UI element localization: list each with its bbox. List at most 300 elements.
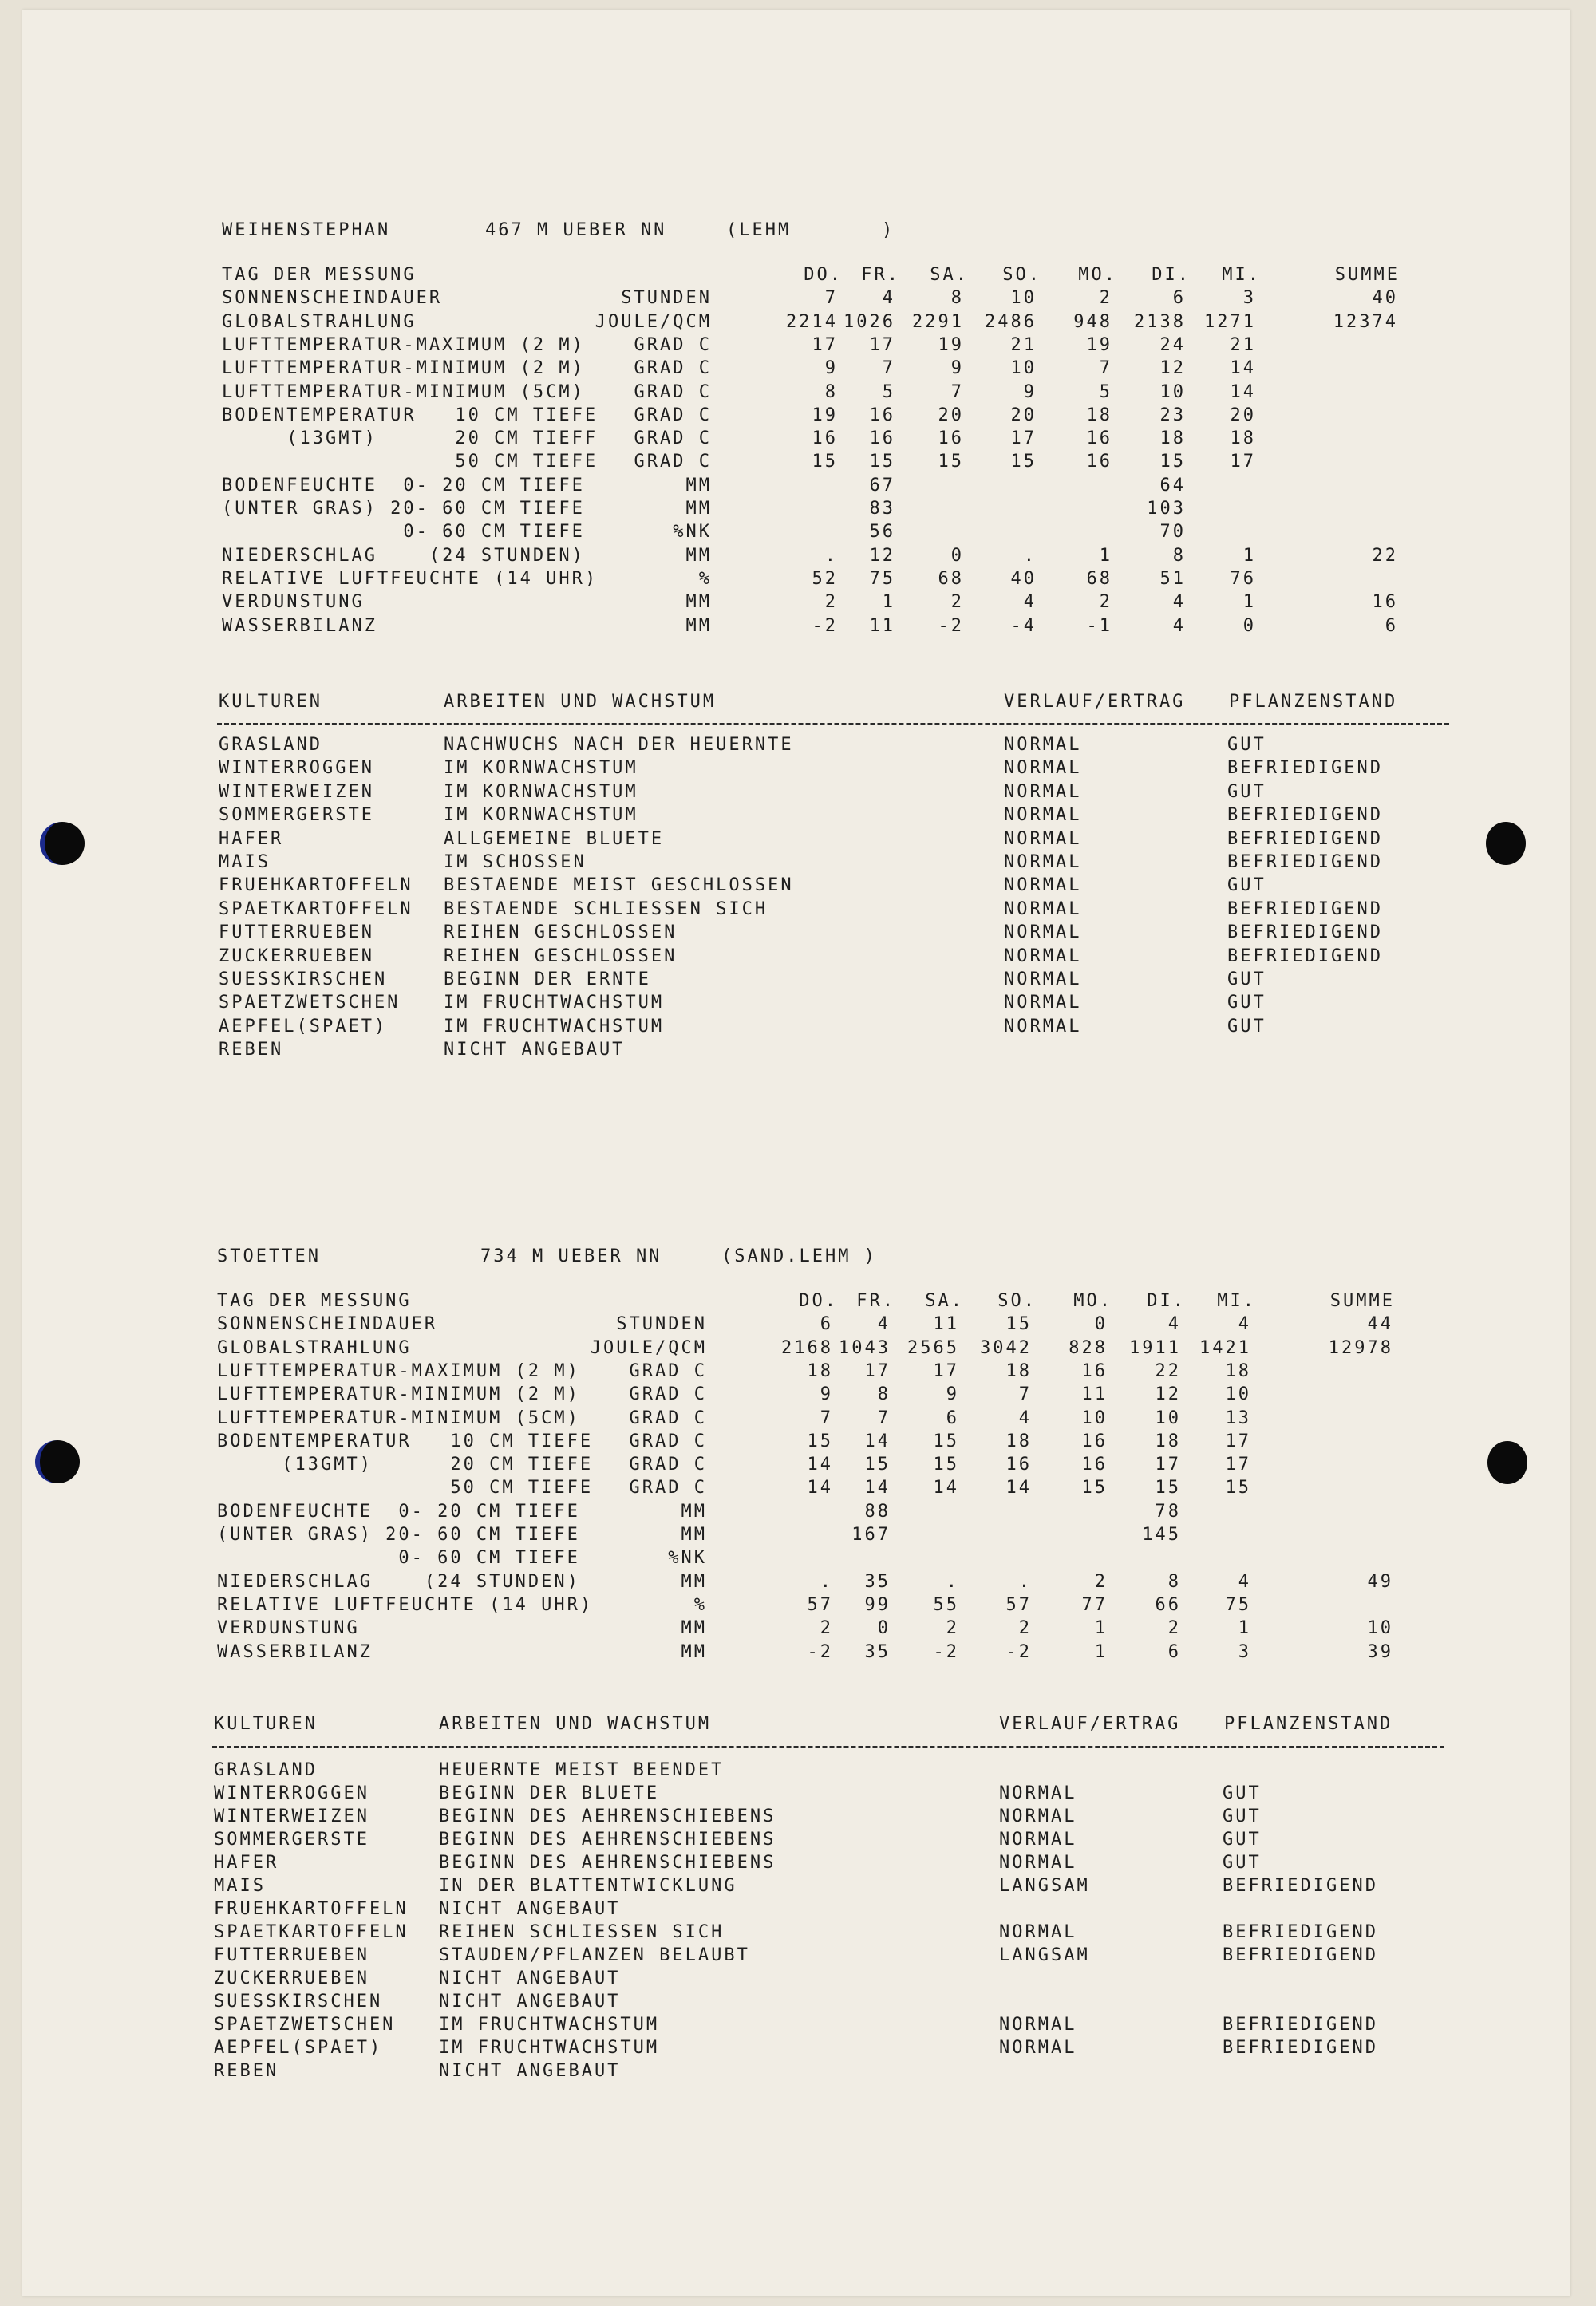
day-header: FR. <box>856 1291 895 1311</box>
crop-work: ALLGEMEINE BLUETE <box>444 828 665 849</box>
row-value: 948 <box>1073 311 1112 332</box>
row-value: 4 <box>882 288 895 309</box>
row-sum: 6 <box>1385 615 1398 636</box>
crop-state: BEFRIEDIGEND <box>1223 1922 1378 1942</box>
row-value: 1043 <box>839 1337 891 1358</box>
crop-work: HEUERNTE MEIST BEENDET <box>439 1760 725 1780</box>
row-value: 17 <box>1010 428 1037 449</box>
day-header: MI. <box>1217 1291 1256 1311</box>
measure-header: TAG DER MESSUNG <box>222 265 417 285</box>
row-value: 3 <box>1242 288 1256 309</box>
row-value: 8 <box>877 1384 891 1405</box>
row-unit: GRAD C <box>634 334 712 355</box>
row-value: 10 <box>1010 358 1037 379</box>
day-header: DI. <box>1152 265 1191 285</box>
row-value: 2 <box>1167 1618 1181 1639</box>
row-label: RELATIVE LUFTFEUCHTE (14 UHR) <box>217 1594 594 1615</box>
crop-work: NICHT ANGEBAUT <box>439 1968 621 1988</box>
row-value: 67 <box>869 475 895 496</box>
row-sum: 49 <box>1367 1571 1393 1592</box>
crops-header-culture: KULTUREN <box>214 1714 318 1734</box>
row-value: 18 <box>1230 428 1256 449</box>
punch-hole-left-lower <box>35 1440 80 1483</box>
row-value: 10 <box>1010 288 1037 309</box>
day-header: MO. <box>1078 265 1117 285</box>
row-value: 15 <box>1081 1478 1108 1499</box>
crops-header-culture: KULTUREN <box>219 692 322 712</box>
row-value: 2138 <box>1134 311 1186 332</box>
row-value: 19 <box>812 405 838 425</box>
crop-work: NICHT ANGEBAUT <box>444 1040 626 1060</box>
row-value: 7 <box>1018 1384 1032 1405</box>
row-value: 35 <box>864 1641 891 1662</box>
row-value: 7 <box>820 1408 833 1428</box>
row-unit: MM <box>685 615 712 636</box>
punch-hole-left-upper <box>40 822 85 865</box>
crop-work: BESTAENDE MEIST GESCHLOSSEN <box>444 875 794 896</box>
crop-name: SOMMERGERSTE <box>219 805 374 826</box>
crop-state: GUT <box>1227 781 1266 802</box>
row-value: 12 <box>1159 358 1186 379</box>
crop-state: BEFRIEDIGEND <box>1227 758 1383 779</box>
row-label: SONNENSCHEINDAUER <box>217 1314 438 1335</box>
row-value: 51 <box>1159 568 1186 589</box>
sum-header: SUMME <box>1329 1291 1395 1311</box>
row-sum: 10 <box>1367 1618 1393 1639</box>
crop-state: GUT <box>1227 969 1266 989</box>
row-sum: 16 <box>1372 592 1398 613</box>
crop-work: REIHEN GESCHLOSSEN <box>444 922 678 943</box>
crop-state: BEFRIEDIGEND <box>1227 805 1383 826</box>
row-value: 18 <box>807 1360 833 1381</box>
row-value: 15 <box>869 452 895 472</box>
row-value: 52 <box>812 568 838 589</box>
crop-course: NORMAL <box>1004 758 1082 779</box>
crop-work: BEGINN DER BLUETE <box>439 1783 660 1803</box>
row-value: 9 <box>950 358 964 379</box>
row-value: 167 <box>851 1525 891 1545</box>
crop-name: GRASLAND <box>219 735 322 755</box>
crop-work: IM KORNWACHSTUM <box>444 805 638 826</box>
crops-header-state: PFLANZENSTAND <box>1229 692 1398 712</box>
row-unit: JOULE/QCM <box>595 311 712 332</box>
row-value: 15 <box>864 1455 891 1475</box>
row-value: 14 <box>1230 358 1256 379</box>
row-unit: GRAD C <box>634 358 712 379</box>
row-value: 14 <box>807 1455 833 1475</box>
crop-state: BEFRIEDIGEND <box>1227 922 1383 943</box>
row-value: 76 <box>1230 568 1256 589</box>
row-value: 56 <box>869 522 895 543</box>
row-unit: GRAD C <box>629 1478 707 1499</box>
crop-work: IM FRUCHTWACHSTUM <box>444 993 665 1013</box>
row-value: 17 <box>812 334 838 355</box>
row-value: 17 <box>1225 1455 1251 1475</box>
row-value: 19 <box>1086 334 1112 355</box>
row-value: 83 <box>869 499 895 519</box>
day-header: DI. <box>1147 1291 1186 1311</box>
row-value: 16 <box>1081 1455 1108 1475</box>
row-value: 6 <box>1167 1641 1181 1662</box>
row-value: -2 <box>812 615 838 636</box>
station-name: WEIHENSTEPHAN <box>222 220 391 240</box>
crop-name: FRUEHKARTOFFELN <box>219 875 413 896</box>
row-label: LUFTTEMPERATUR-MINIMUM (5CM) <box>217 1408 580 1428</box>
day-header: SA. <box>930 265 969 285</box>
crop-work: IM KORNWACHSTUM <box>444 758 638 779</box>
row-value: 1 <box>1242 592 1256 613</box>
crop-work: IM FRUCHTWACHSTUM <box>439 2038 660 2058</box>
crop-state: BEFRIEDIGEND <box>1223 1945 1378 1965</box>
day-header: SA. <box>925 1291 964 1311</box>
row-value: 3042 <box>980 1337 1032 1358</box>
row-unit: GRAD C <box>629 1360 707 1381</box>
row-unit: GRAD C <box>634 452 712 472</box>
row-unit: %NK <box>668 1548 707 1569</box>
row-label: 50 CM TIEFE <box>222 452 598 472</box>
row-value: -4 <box>1010 615 1037 636</box>
measure-header: TAG DER MESSUNG <box>217 1291 412 1311</box>
crop-name: SPAETZWETSCHEN <box>219 993 401 1013</box>
row-unit: MM <box>681 1571 707 1592</box>
row-unit: MM <box>681 1501 707 1522</box>
row-label: 50 CM TIEFE <box>217 1478 594 1499</box>
row-value: 7 <box>882 358 895 379</box>
crop-course: NORMAL <box>1004 898 1082 919</box>
row-value: 70 <box>1159 522 1186 543</box>
row-value: 2168 <box>781 1337 833 1358</box>
crop-course: NORMAL <box>1004 875 1082 896</box>
row-value: 15 <box>1159 452 1186 472</box>
row-value: 75 <box>1225 1594 1251 1615</box>
row-label: BODENFEUCHTE 0- 20 CM TIEFE <box>222 475 585 496</box>
row-value: 4 <box>1018 1408 1032 1428</box>
row-value: 8 <box>824 381 838 402</box>
row-value: 18 <box>1086 405 1112 425</box>
crop-course: NORMAL <box>999 2015 1077 2035</box>
crop-course: NORMAL <box>999 1783 1077 1803</box>
punch-hole-right-lower <box>1487 1441 1527 1484</box>
row-value: . <box>946 1571 959 1592</box>
crop-name: HAFER <box>219 828 284 849</box>
row-label: LUFTTEMPERATUR-MINIMUM (5CM) <box>222 381 585 402</box>
row-value: 2 <box>950 592 964 613</box>
crop-state: GUT <box>1227 875 1266 896</box>
row-value: 16 <box>869 405 895 425</box>
row-unit: GRAD C <box>634 381 712 402</box>
crop-state: BEFRIEDIGEND <box>1227 898 1383 919</box>
row-value: 6 <box>1172 288 1186 309</box>
row-value: 15 <box>1005 1314 1032 1335</box>
row-value: 9 <box>820 1384 833 1405</box>
row-unit: STUNDEN <box>616 1314 707 1335</box>
row-value: 1 <box>1238 1618 1251 1639</box>
row-value: 7 <box>824 288 838 309</box>
crop-state: GUT <box>1223 1853 1262 1873</box>
crop-state: BEFRIEDIGEND <box>1227 852 1383 872</box>
row-value: 35 <box>864 1571 891 1592</box>
crop-name: ZUCKERRUEBEN <box>214 1968 369 1988</box>
crop-name: FUTTERRUEBEN <box>219 922 374 943</box>
crop-work: NICHT ANGEBAUT <box>439 1899 621 1919</box>
row-value: 23 <box>1159 405 1186 425</box>
crop-name: MAIS <box>214 1876 266 1896</box>
crop-work: BEGINN DER ERNTE <box>444 969 651 989</box>
day-header: MO. <box>1073 1291 1112 1311</box>
row-value: 15 <box>938 452 964 472</box>
row-value: 4 <box>1023 592 1037 613</box>
row-value: 0 <box>950 545 964 566</box>
row-value: 103 <box>1147 499 1186 519</box>
crop-name: SUESSKIRSCHEN <box>219 969 388 989</box>
row-value: 21 <box>1010 334 1037 355</box>
crop-course: NORMAL <box>1004 735 1082 755</box>
crop-name: ZUCKERRUEBEN <box>219 946 374 966</box>
row-label: (13GMT) 20 CM TIEFF <box>222 428 598 449</box>
row-value: 1271 <box>1204 311 1256 332</box>
row-value: 11 <box>1081 1384 1108 1405</box>
row-unit: STUNDEN <box>621 288 712 309</box>
row-value: 7 <box>1099 358 1112 379</box>
row-value: 78 <box>1155 1501 1181 1522</box>
day-header: FR. <box>861 265 900 285</box>
row-value: 16 <box>1005 1455 1032 1475</box>
row-value: 18 <box>1005 1360 1032 1381</box>
row-value: 15 <box>1225 1478 1251 1499</box>
row-value: 15 <box>933 1455 959 1475</box>
crop-work: IM SCHOSSEN <box>444 852 587 872</box>
crop-state: BEFRIEDIGEND <box>1227 828 1383 849</box>
row-value: 4 <box>1238 1571 1251 1592</box>
crop-name: SOMMERGERSTE <box>214 1830 369 1850</box>
row-value: 8 <box>1167 1571 1181 1592</box>
row-value: 14 <box>864 1478 891 1499</box>
row-value: 17 <box>1230 452 1256 472</box>
row-value: 17 <box>864 1360 891 1381</box>
crop-course: NORMAL <box>1004 993 1082 1013</box>
row-value: 10 <box>1159 381 1186 402</box>
row-value: 64 <box>1159 475 1186 496</box>
row-value: 68 <box>938 568 964 589</box>
row-unit: MM <box>685 545 712 566</box>
row-value: 7 <box>877 1408 891 1428</box>
crop-name: GRASLAND <box>214 1760 318 1780</box>
row-value: 16 <box>1086 452 1112 472</box>
crop-name: REBEN <box>214 2061 279 2081</box>
row-label: WASSERBILANZ <box>217 1641 373 1662</box>
crop-work: BEGINN DES AEHRENSCHIEBENS <box>439 1806 776 1826</box>
crop-name: WINTERROGGEN <box>214 1783 369 1803</box>
station-soil: (LEHM ) <box>726 220 895 240</box>
crop-course: NORMAL <box>1004 969 1082 989</box>
row-value: -2 <box>933 1641 959 1662</box>
row-value: 2 <box>946 1618 959 1639</box>
row-label: LUFTTEMPERATUR-MINIMUM (2 M) <box>222 358 585 379</box>
row-value: 4 <box>877 1314 891 1335</box>
row-label: WASSERBILANZ <box>222 615 377 636</box>
crop-name: SPAETKARTOFFELN <box>219 898 413 919</box>
row-label: (UNTER GRAS) 20- 60 CM TIEFE <box>222 499 585 519</box>
row-label: SONNENSCHEINDAUER <box>222 288 443 309</box>
crop-work: REIHEN SCHLIESSEN SICH <box>439 1922 725 1942</box>
crop-work: BEGINN DES AEHRENSCHIEBENS <box>439 1830 776 1850</box>
row-label: NIEDERSCHLAG (24 STUNDEN) <box>222 545 585 566</box>
crops-header-work: ARBEITEN UND WACHSTUM <box>444 692 717 712</box>
row-unit: GRAD C <box>629 1384 707 1405</box>
crop-course: NORMAL <box>1004 1016 1082 1037</box>
station-name: STOETTEN <box>217 1246 321 1266</box>
crop-course: NORMAL <box>999 1806 1077 1826</box>
crop-work: IM FRUCHTWACHSTUM <box>444 1016 665 1037</box>
crop-name: REBEN <box>219 1040 284 1060</box>
row-label: RELATIVE LUFTFEUCHTE (14 UHR) <box>222 568 598 589</box>
row-value: . <box>1023 545 1037 566</box>
row-unit: MM <box>681 1641 707 1662</box>
crop-course: LANGSAM <box>999 1876 1090 1896</box>
row-value: 15 <box>1155 1478 1181 1499</box>
station-soil: (SAND.LEHM ) <box>721 1246 877 1266</box>
document-page <box>22 10 1570 2296</box>
crop-name: FUTTERRUEBEN <box>214 1945 369 1965</box>
row-value: 0 <box>877 1618 891 1639</box>
row-value: 7 <box>950 381 964 402</box>
row-value: 57 <box>1005 1594 1032 1615</box>
row-label: 0- 60 CM TIEFE <box>217 1548 580 1569</box>
crop-course: NORMAL <box>999 2038 1077 2058</box>
row-value: 1 <box>1094 1618 1108 1639</box>
row-unit: GRAD C <box>629 1431 707 1451</box>
row-value: 4 <box>1238 1314 1251 1335</box>
punch-hole-right-upper <box>1486 822 1526 865</box>
row-value: 2214 <box>786 311 838 332</box>
row-value: 4 <box>1172 592 1186 613</box>
row-label: 0- 60 CM TIEFE <box>222 522 585 543</box>
crop-state: BEFRIEDIGEND <box>1223 1876 1378 1896</box>
row-unit: GRAD C <box>634 405 712 425</box>
crop-course: NORMAL <box>1004 781 1082 802</box>
row-value: . <box>1018 1571 1032 1592</box>
row-unit: MM <box>685 475 712 496</box>
row-value: 1026 <box>843 311 895 332</box>
row-value: . <box>824 545 838 566</box>
row-value: 55 <box>933 1594 959 1615</box>
row-value: 14 <box>933 1478 959 1499</box>
row-unit: MM <box>685 499 712 519</box>
crop-name: SUESSKIRSCHEN <box>214 1992 383 2012</box>
row-value: 20 <box>1010 405 1037 425</box>
row-unit: MM <box>681 1525 707 1545</box>
row-value: 10 <box>1155 1408 1181 1428</box>
row-value: 2565 <box>907 1337 959 1358</box>
row-value: 2 <box>824 592 838 613</box>
crops-header-course: VERLAUF/ERTRAG <box>999 1714 1181 1734</box>
crop-course: NORMAL <box>1004 922 1082 943</box>
row-value: 17 <box>1225 1431 1251 1451</box>
crop-course: NORMAL <box>999 1830 1077 1850</box>
row-unit: % <box>693 1594 707 1615</box>
day-header: SO. <box>1002 265 1041 285</box>
row-unit: JOULE/QCM <box>590 1337 707 1358</box>
row-value: 12 <box>1155 1384 1181 1405</box>
row-label: (13GMT) 20 CM TIEFE <box>217 1455 594 1475</box>
crop-name: AEPFEL(SPAET) <box>214 2038 383 2058</box>
row-label: VERDUNSTUNG <box>217 1618 360 1639</box>
row-value: 2 <box>820 1618 833 1639</box>
row-label: BODENFEUCHTE 0- 20 CM TIEFE <box>217 1501 580 1522</box>
day-header: MI. <box>1222 265 1261 285</box>
row-label: LUFTTEMPERATUR-MAXIMUM (2 M) <box>217 1360 580 1381</box>
row-value: 11 <box>869 615 895 636</box>
row-value: 40 <box>1010 568 1037 589</box>
row-value: 16 <box>938 428 964 449</box>
row-sum: 12374 <box>1333 311 1398 332</box>
row-sum: 22 <box>1372 545 1398 566</box>
row-unit: % <box>698 568 712 589</box>
crop-work: IM KORNWACHSTUM <box>444 781 638 802</box>
day-header: DO. <box>804 265 843 285</box>
row-label: GLOBALSTRAHLUNG <box>217 1337 412 1358</box>
row-value: 828 <box>1069 1337 1108 1358</box>
crop-name: HAFER <box>214 1853 279 1873</box>
crops-header-work: ARBEITEN UND WACHSTUM <box>439 1714 712 1734</box>
row-value: 0 <box>1242 615 1256 636</box>
sum-header: SUMME <box>1334 265 1400 285</box>
row-value: 6 <box>820 1314 833 1335</box>
row-value: 21 <box>1230 334 1256 355</box>
crop-work: REIHEN GESCHLOSSEN <box>444 946 678 966</box>
row-label: (UNTER GRAS) 20- 60 CM TIEFE <box>217 1525 580 1545</box>
crop-name: WINTERROGGEN <box>219 758 374 779</box>
row-value: 12 <box>869 545 895 566</box>
row-value: 57 <box>807 1594 833 1615</box>
crop-name: AEPFEL(SPAET) <box>219 1016 388 1037</box>
row-value: 1421 <box>1199 1337 1251 1358</box>
row-value: 24 <box>1159 334 1186 355</box>
row-value: 15 <box>1010 452 1037 472</box>
row-unit: MM <box>681 1618 707 1639</box>
row-unit: GRAD C <box>629 1455 707 1475</box>
row-value: 16 <box>812 428 838 449</box>
crop-course: NORMAL <box>1004 828 1082 849</box>
crop-work: BEGINN DES AEHRENSCHIEBENS <box>439 1853 776 1873</box>
crop-course: NORMAL <box>999 1922 1077 1942</box>
station-elevation: 467 M UEBER NN <box>485 220 667 240</box>
crop-course: NORMAL <box>999 1853 1077 1873</box>
row-value: 18 <box>1225 1360 1251 1381</box>
crop-name: SPAETKARTOFFELN <box>214 1922 409 1942</box>
crop-name: WINTERWEIZEN <box>219 781 374 802</box>
day-header: DO. <box>799 1291 838 1311</box>
row-value: 20 <box>1230 405 1256 425</box>
row-sum: 40 <box>1372 288 1398 309</box>
row-value: 145 <box>1142 1525 1181 1545</box>
row-value: 5 <box>1099 381 1112 402</box>
crop-work: NACHWUCHS NACH DER HEUERNTE <box>444 735 794 755</box>
row-value: 68 <box>1086 568 1112 589</box>
row-label: BODENTEMPERATUR 10 CM TIEFE <box>222 405 598 425</box>
row-value: 10 <box>1081 1408 1108 1428</box>
row-value: 2486 <box>985 311 1037 332</box>
row-label: BODENTEMPERATUR 10 CM TIEFE <box>217 1431 594 1451</box>
crop-state: BEFRIEDIGEND <box>1227 946 1383 966</box>
row-value: 18 <box>1155 1431 1181 1451</box>
crop-name: FRUEHKARTOFFELN <box>214 1899 409 1919</box>
row-value: . <box>820 1571 833 1592</box>
crop-work: STAUDEN/PFLANZEN BELAUBT <box>439 1945 750 1965</box>
crop-state: GUT <box>1227 993 1266 1013</box>
row-value: 15 <box>933 1431 959 1451</box>
day-header: SO. <box>998 1291 1037 1311</box>
